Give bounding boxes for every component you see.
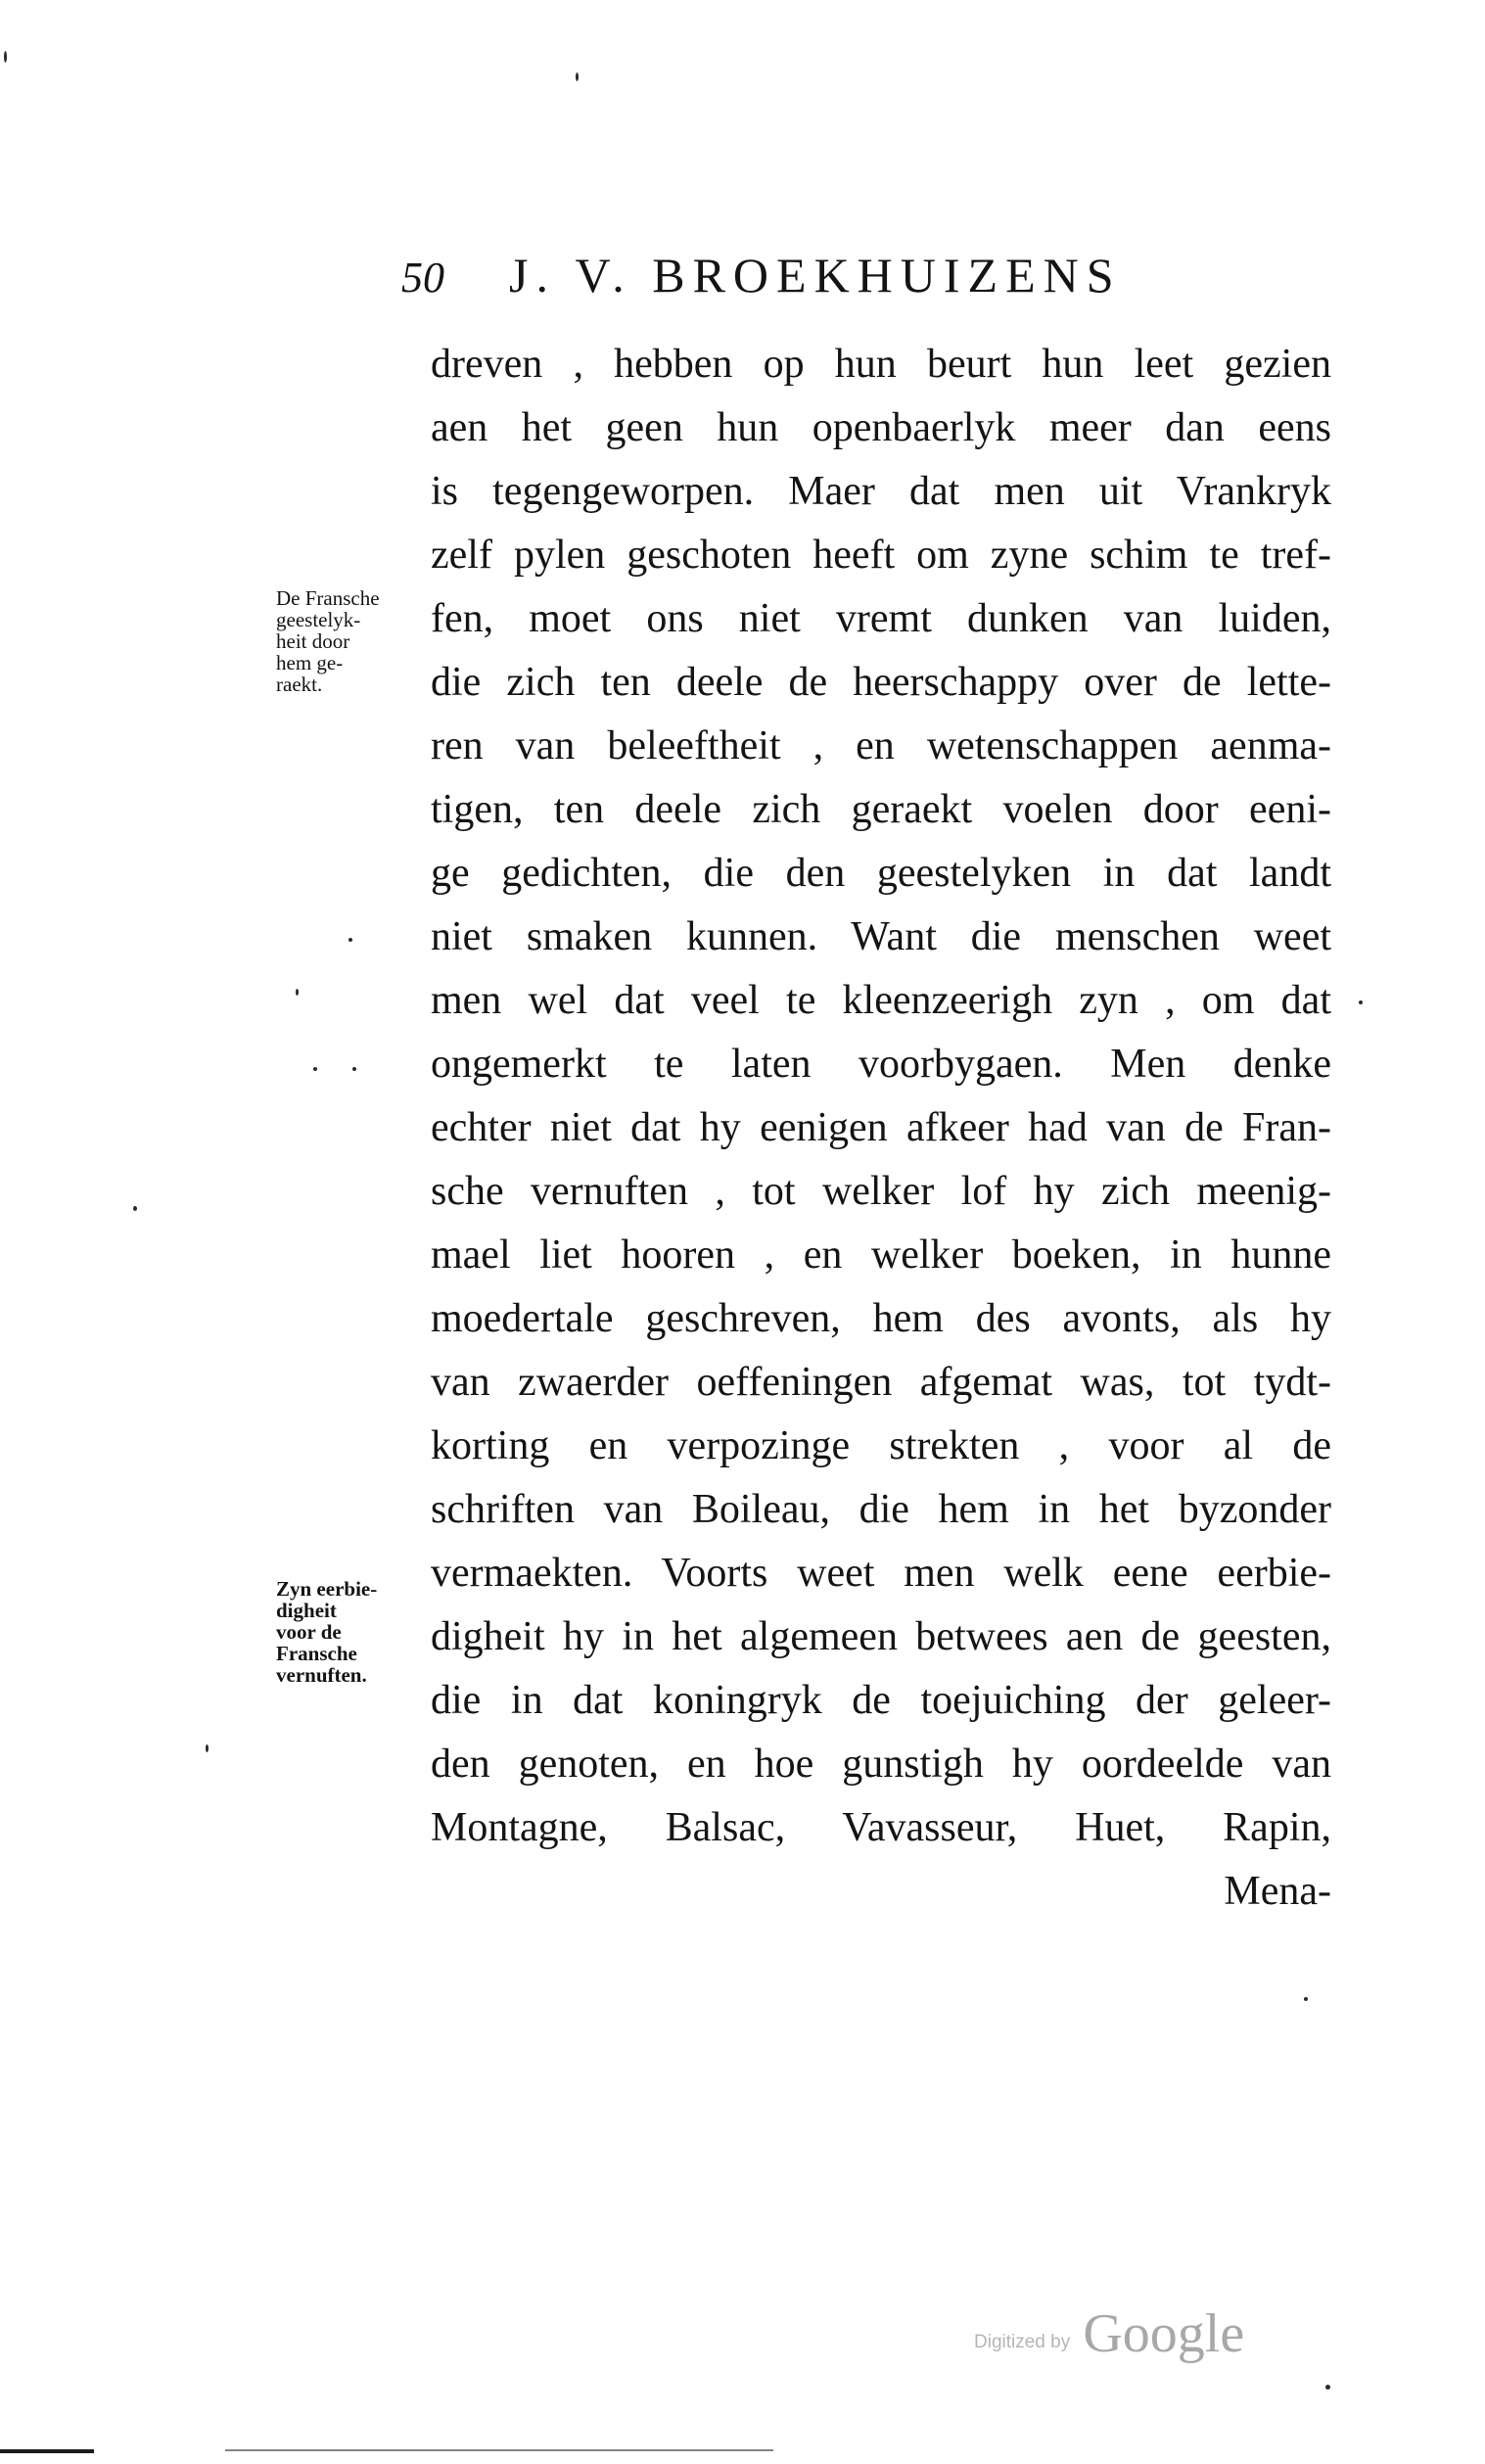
text-line: fen, moet ons niet vremt dunken van luiden, xyxy=(431,596,1331,641)
scan-speck xyxy=(1359,1000,1363,1004)
scan-speck xyxy=(1325,2385,1330,2390)
text-line: echter niet dat hy eenigen afkeer had van de Fran- xyxy=(431,1105,1331,1150)
scan-speck xyxy=(133,1206,137,1211)
google-logo: Google xyxy=(1083,2303,1245,2364)
marginal-note-line: hem ge- xyxy=(276,651,344,674)
text-line: den genoten, en hoe gunstigh hy oordeelde van xyxy=(431,1742,1331,1787)
scan-speck xyxy=(348,938,352,942)
text-line: sche vernuften , tot welker lof hy zich meenig- xyxy=(431,1169,1331,1214)
text-line: die zich ten deele de heerschappy over de lette- xyxy=(431,660,1331,705)
marginal-note-line: Zyn eerbie- xyxy=(276,1577,378,1601)
running-head: J. V. BROEKHUIZENS xyxy=(509,248,1122,302)
scan-speck xyxy=(576,72,579,81)
text-line: Montagne, Balsac, Vavasseur, Huet, Rapin, xyxy=(431,1805,1331,1850)
text-line: schriften van Boileau, die hem in het byzonder xyxy=(431,1487,1331,1532)
marginal-note-fransche-geestelykheit xyxy=(276,587,423,695)
marginal-note-line: raekt. xyxy=(276,673,323,696)
scan-edge-mark-center xyxy=(225,2449,773,2451)
scan-speck xyxy=(313,1067,317,1071)
marginal-note-line: heit door xyxy=(276,629,350,653)
text-line: is tegengeworpen. Maer dat men uit Vrankryk xyxy=(431,469,1331,514)
text-line: mael liet hooren , en welker boeken, in hunne xyxy=(431,1232,1331,1278)
scan-speck xyxy=(1304,1997,1308,2001)
text-line: men wel dat veel te kleenzeerigh zyn , om dat xyxy=(431,978,1331,1023)
scan-edge-mark-left xyxy=(0,2449,94,2453)
text-line: moedertale geschreven, hem des avonts, als hy xyxy=(431,1296,1331,1341)
scan-speck xyxy=(352,1067,356,1071)
scan-speck xyxy=(206,1744,209,1752)
text-line: aen het geen hun openbaerlyk meer dan eens xyxy=(431,405,1331,450)
marginal-note-line: De Fransche xyxy=(276,586,380,610)
marginal-note-line: vernuften. xyxy=(276,1663,367,1687)
text-line: ge gedichten, die den geestelyken in dat landt xyxy=(431,851,1331,896)
text-line: die in dat koningryk de toejuiching der geleer- xyxy=(431,1678,1331,1723)
text-line: vermaekten. Voorts weet men welk eene eerbie- xyxy=(431,1551,1331,1596)
page-header xyxy=(401,247,1243,315)
text-line: digheit hy in het algemeen betwees aen de geesten, xyxy=(431,1614,1331,1659)
text-line: niet smaken kunnen. Want die menschen weet xyxy=(431,914,1331,959)
text-line: ongemerkt te laten voorbygaen. Men denke xyxy=(431,1042,1331,1087)
scan-speck xyxy=(296,989,299,996)
page-number: 50 xyxy=(401,254,444,302)
marginal-note-line: digheit xyxy=(276,1599,337,1622)
text-line: zelf pylen geschoten heeft om zyne schim te tref- xyxy=(431,533,1331,578)
marginal-note-line: Fransche xyxy=(276,1642,357,1665)
text-line: tigen, ten deele zich geraekt voelen door eeni- xyxy=(431,787,1331,832)
marginal-note-line: geestelyk- xyxy=(276,608,361,631)
text-line: dreven , hebben op hun beurt hun leet gezien xyxy=(431,342,1331,387)
catchword: Mena- xyxy=(1224,1869,1331,1914)
digitized-by-label: Digitized by xyxy=(974,2332,1071,2352)
text-line: ren van beleeftheit , en wetenschappen aenma- xyxy=(431,723,1331,768)
scan-speck xyxy=(4,51,7,63)
text-line: korting en verpozinge strekten , voor al de xyxy=(431,1423,1331,1468)
text-line: van zwaerder oeffeningen afgemat was, tot tydt- xyxy=(431,1360,1331,1405)
digitized-by-google-watermark xyxy=(974,2302,1244,2365)
marginal-note-line: voor de xyxy=(276,1620,342,1644)
marginal-note-eerbiedigheit xyxy=(276,1578,423,1686)
body-text xyxy=(431,333,1331,1924)
